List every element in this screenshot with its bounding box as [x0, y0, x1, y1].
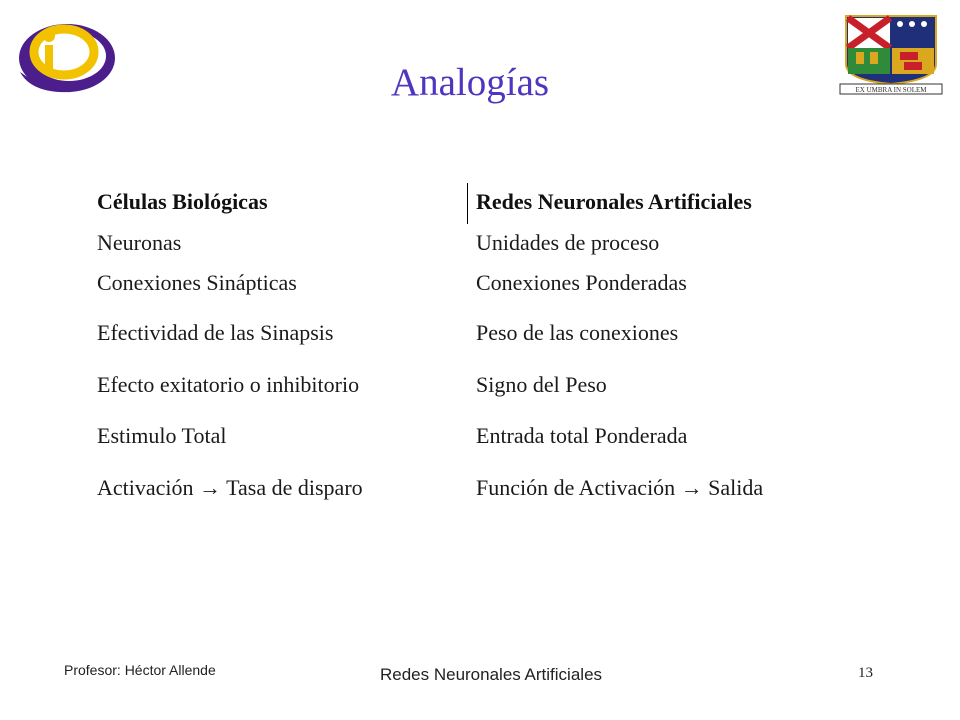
table-cell-biological: Efecto exitatorio o inhibitorio — [97, 372, 360, 397]
table-cell-biological: Estimulo Total — [97, 423, 227, 448]
university-crest-icon — [838, 12, 944, 96]
table-cell-artificial: Signo del Peso — [476, 372, 607, 397]
slide-title: Analogías — [390, 61, 550, 104]
footer-course: Redes Neuronales Artificiales — [379, 665, 603, 684]
table-cell-biological: Activación → Tasa de disparo — [97, 475, 363, 500]
table-cell-artificial: Unidades de proceso — [476, 230, 660, 255]
table-header-right: Redes Neuronales Artificiales — [476, 189, 752, 214]
table-cell-artificial: Peso de las conexiones — [476, 320, 679, 345]
table-header-left: Células Biológicas — [97, 189, 268, 214]
footer-professor: Profesor: Héctor Allende — [64, 662, 216, 678]
table-cell-biological: Neuronas — [97, 230, 182, 255]
table-cell-biological: Conexiones Sinápticas — [97, 270, 297, 295]
table-cell-biological: Efectividad de las Sinapsis — [97, 320, 334, 345]
table-cell-artificial: Conexiones Ponderadas — [476, 270, 687, 295]
column-divider — [467, 183, 468, 224]
crest-motto: EX UMBRA IN SOLEM — [855, 86, 927, 94]
table-cell-artificial: Entrada total Ponderada — [476, 423, 688, 448]
page-number: 13 — [858, 665, 873, 681]
di-logo-icon — [12, 14, 118, 98]
table-cell-artificial: Función de Activación → Salida — [476, 475, 764, 500]
